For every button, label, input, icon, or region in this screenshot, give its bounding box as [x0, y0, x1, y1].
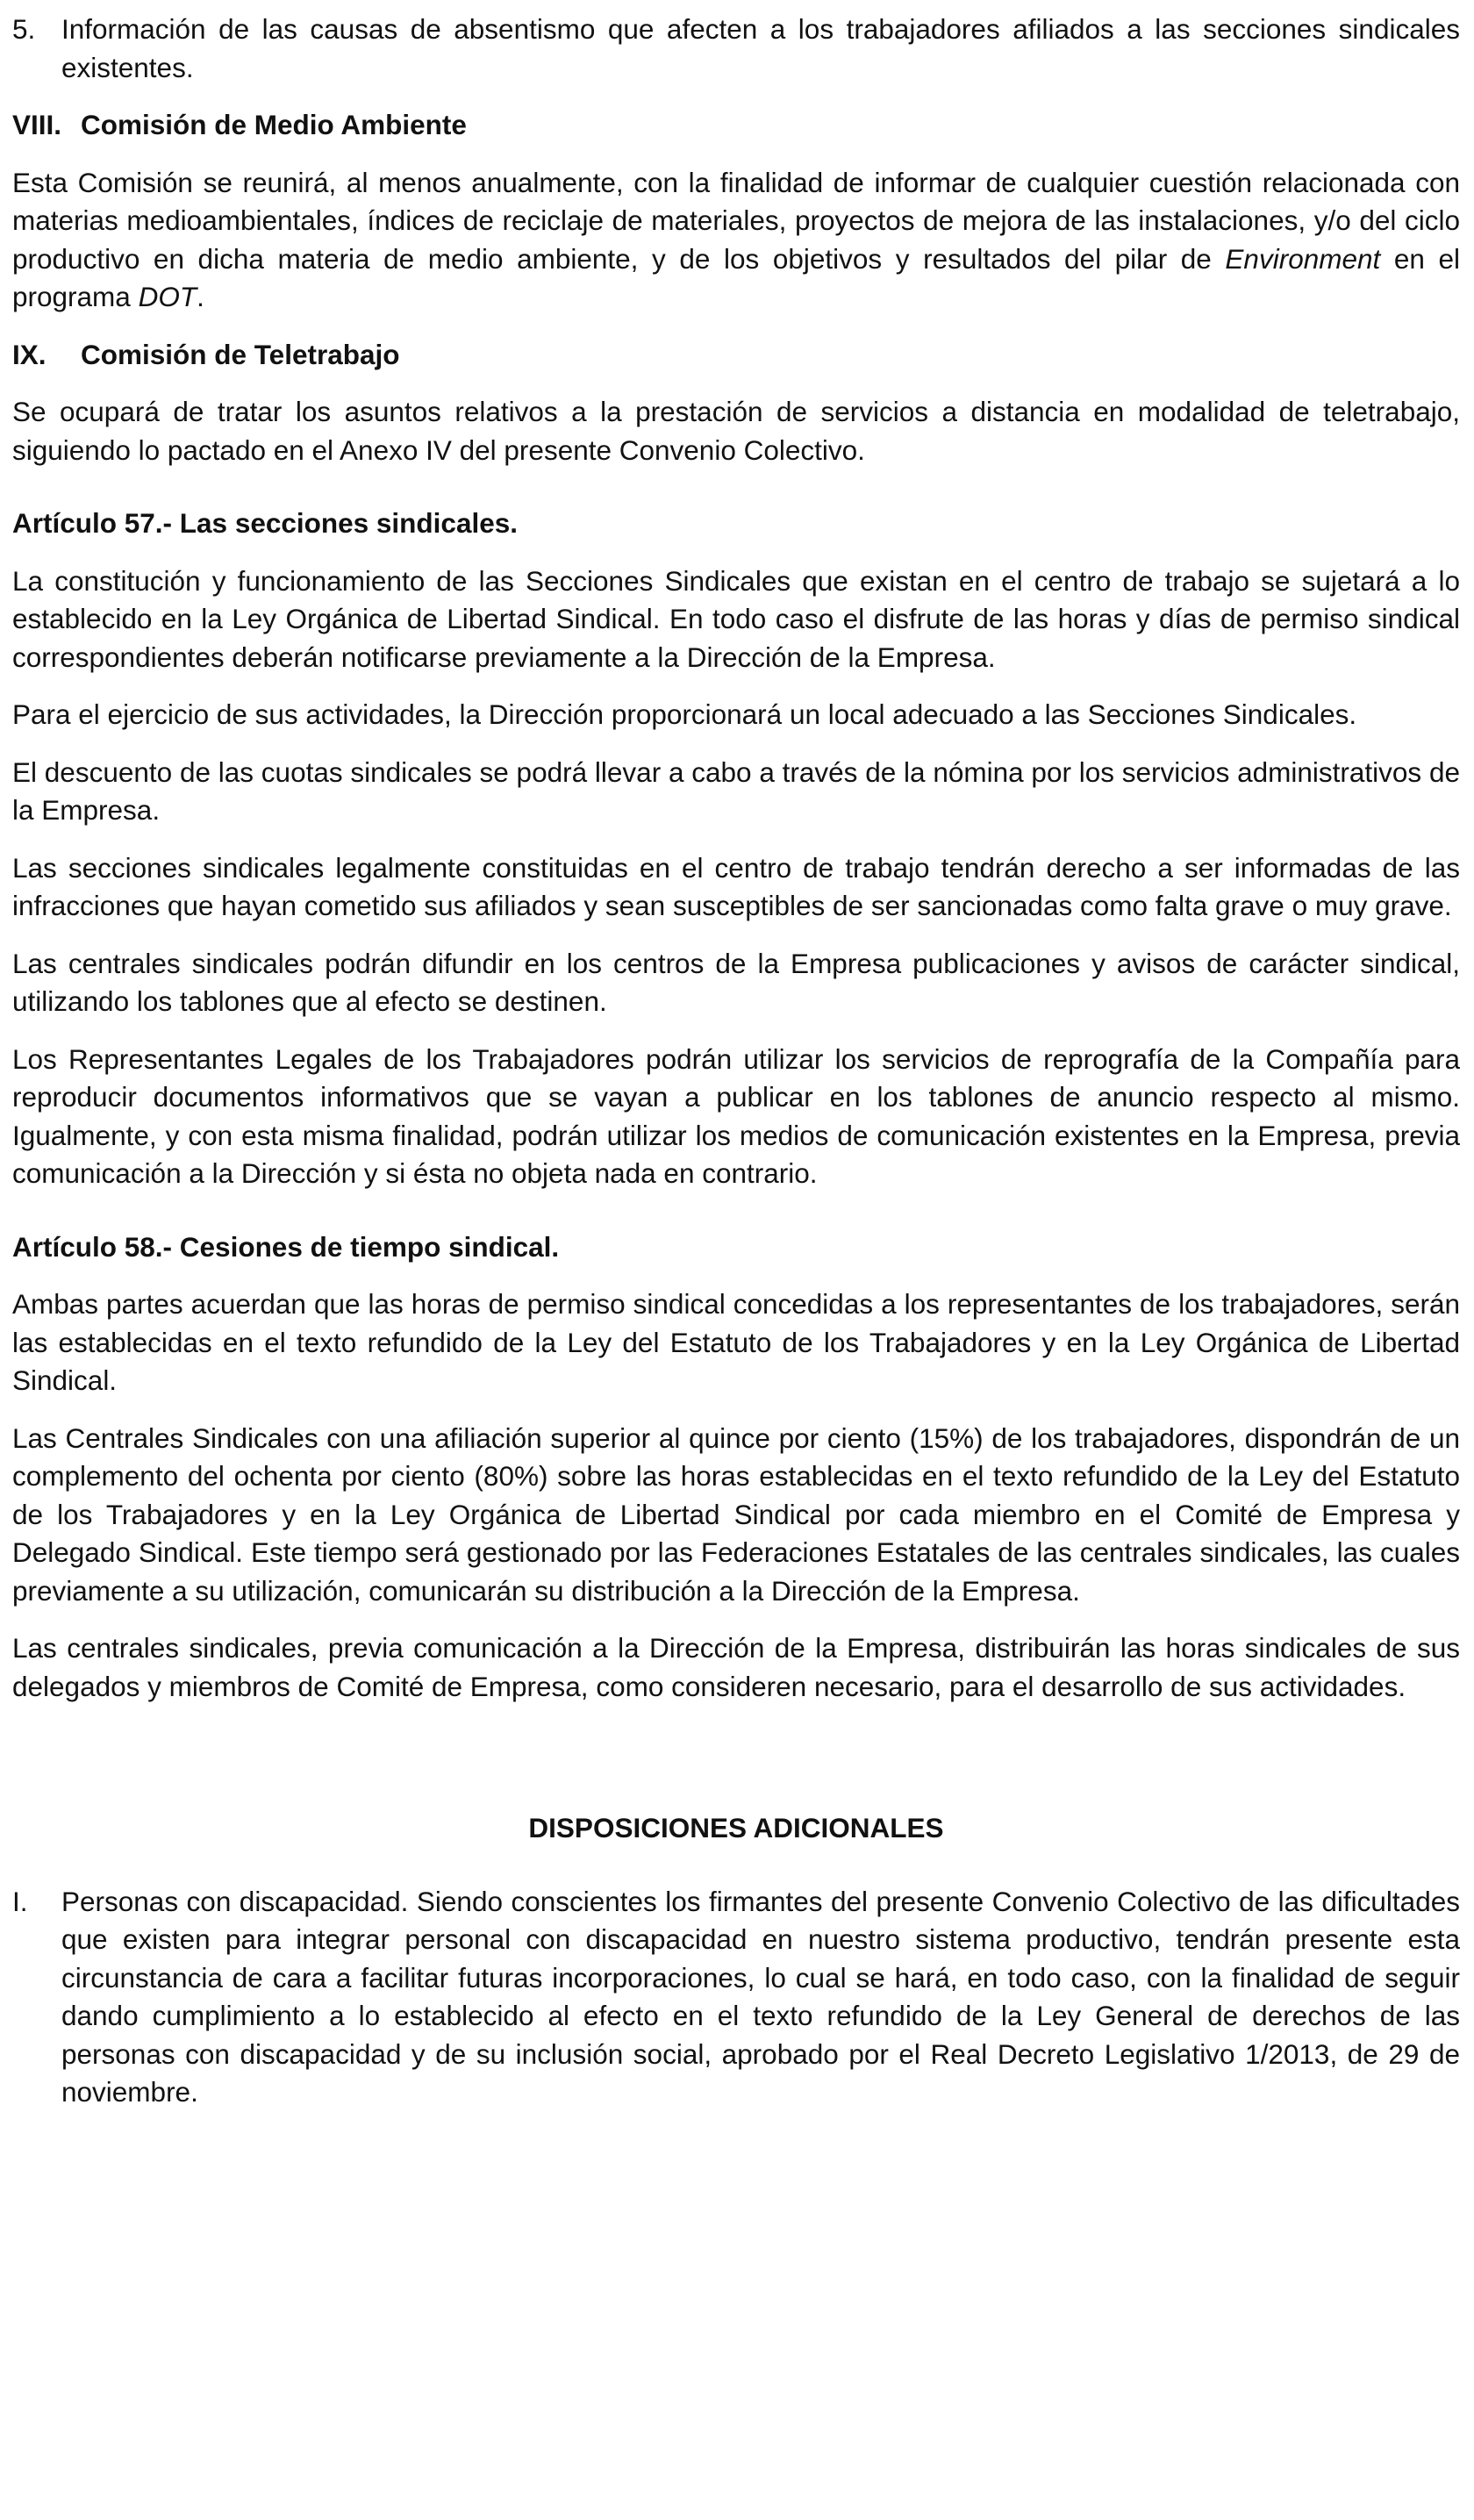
section-title: Comisión de Teletrabajo	[81, 338, 400, 370]
additional-provisions-title: DISPOSICIONES ADICIONALES	[528, 1812, 944, 1843]
section-heading-medio-ambiente	[12, 106, 1460, 145]
article-57-paragraph: Para el ejercicio de sus actividades, la Dirección proporcionará un local adecuado a las Secciones Sindicales.	[12, 698, 1357, 730]
article-57-paragraph: Los Representantes Legales de los Trabajadores podrán utilizar los servicios de reprografía de la Compañía para reproducir documentos informativos que se vayan a publicar en los tablones de anuncio respecto al mismo. Igualmente, y con esta misma finalidad, podrán utilizar los medios de comunicación existentes en la Empresa, previa comunicación a la Dirección y si ésta no objeta nada en contrario.	[12, 1042, 1460, 1189]
list-item-text: Información de las causas de absentismo que afecten a los trabajadores afiliados a las secciones sindicales existentes.	[61, 13, 1460, 83]
list-number: I.	[12, 1885, 28, 1917]
article-58-paragraph: Las centrales sindicales, previa comunicación a la Dirección de la Empresa, distribuirán las horas sindicales de sus delegados y miembros de Comité de Empresa, como consideren necesario, para el desarrollo de sus actividades.	[12, 1632, 1460, 1702]
article-57-paragraph: El descuento de las cuotas sindicales se podrá llevar a cabo a través de la nómina por los servicios administrativos de la Empresa.	[12, 755, 1460, 826]
article-58-paragraph: Ambas partes acuerdan que las horas de permiso sindical concedidas a los representantes de los trabajadores, serán las establecidas en el texto refundido de la Ley del Estatuto de los Trabajadores y en la Ley Orgánica de Libertad Sindical.	[12, 1288, 1460, 1396]
italic-term-dot: DOT	[138, 281, 197, 312]
section-paragraph-teletrabajo: Se ocupará de tratar los asuntos relativos a la prestación de servicios a distancia en modalidad de teletrabajo, siguiendo lo pactado en el Anexo IV del presente Convenio Colectivo.	[12, 396, 1460, 466]
section-paragraph-medio-ambiente	[12, 164, 1460, 317]
paragraph-text: Esta Comisión se reunirá, al menos anualmente, con la finalidad de informar de cualquier cuestión relacionada con materias medioambientales, índices de reciclaje de materiales, proyectos de mejora de las instalaciones, y/o del ciclo productivo en dicha materia de medio ambiente, y de los objetivos y resultados del pilar de	[12, 166, 1460, 275]
list-number: 5.	[12, 13, 36, 45]
paragraph-text: .	[197, 281, 204, 312]
document-page	[12, 11, 1460, 2131]
article-57-paragraph: La constitución y funcionamiento de las Secciones Sindicales que existan en el centro de trabajo se sujetará a lo establecido en la Ley Orgánica de Libertad Sindical. En todo caso el disfrute de las horas y días de permiso sindical correspondientes deberán notificarse previamente a la Dirección de la Empresa.	[12, 564, 1460, 673]
article-58-title: Artículo 58.- Cesiones de tiempo sindical.	[12, 1230, 560, 1263]
list-item-5	[12, 11, 1460, 87]
article-57-title: Artículo 57.- Las secciones sindicales.	[12, 507, 518, 539]
section-heading-teletrabajo	[12, 336, 1460, 375]
paragraph-text: en el programa	[12, 242, 1461, 312]
list-item-text: Personas con discapacidad. Siendo conscientes los firmantes del presente Convenio Colectivo de las dificultades que existen para integrar personal con discapacidad en nuestro sistema productivo, tendrán presente esta circunstancia de cara a facilitar futuras incorporaciones, lo cual se hará, en todo caso, con la finalidad de seguir dando cumplimiento a lo establecido al efecto en el texto refundido de la Ley General de derechos de las personas con discapacidad y de su inclusión social, aprobado por el Real Decreto Legislativo 1/2013, de 29 de noviembre.	[61, 1885, 1460, 2108]
section-roman-numeral: IX.	[12, 338, 47, 370]
article-58-paragraph: Las Centrales Sindicales con una afiliación superior al quince por ciento (15%) de los trabajadores, dispondrán de un complemento del ochenta por ciento (80%) sobre las horas establecidas en el texto refundido de la Ley del Estatuto de los Trabajadores y en la Ley Orgánica de Libertad Sindical por cada miembro en el Comité de Empresa y Delegado Sindical. Este tiempo será gestionado por las Federaciones Estatales de las centrales sindicales, las cuales previamente a su utilización, comunicarán su distribución a la Dirección de la Empresa.	[12, 1421, 1460, 1607]
article-57-paragraph: Las centrales sindicales podrán difundir en los centros de la Empresa publicaciones y avisos de carácter sindical, utilizando los tablones que al efecto se destinen.	[12, 947, 1460, 1017]
section-title: Comisión de Medio Ambiente	[81, 109, 467, 140]
italic-term-environment: Environment	[1225, 242, 1381, 275]
article-57-paragraph: Las secciones sindicales legalmente constituidas en el centro de trabajo tendrán derecho a ser informadas de las infracciones que hayan cometido sus afiliados y sean susceptibles de ser sancionadas como falta grave o muy grave.	[12, 851, 1460, 921]
section-roman-numeral: VIII.	[12, 109, 62, 140]
list-item-i	[12, 1883, 1460, 2112]
